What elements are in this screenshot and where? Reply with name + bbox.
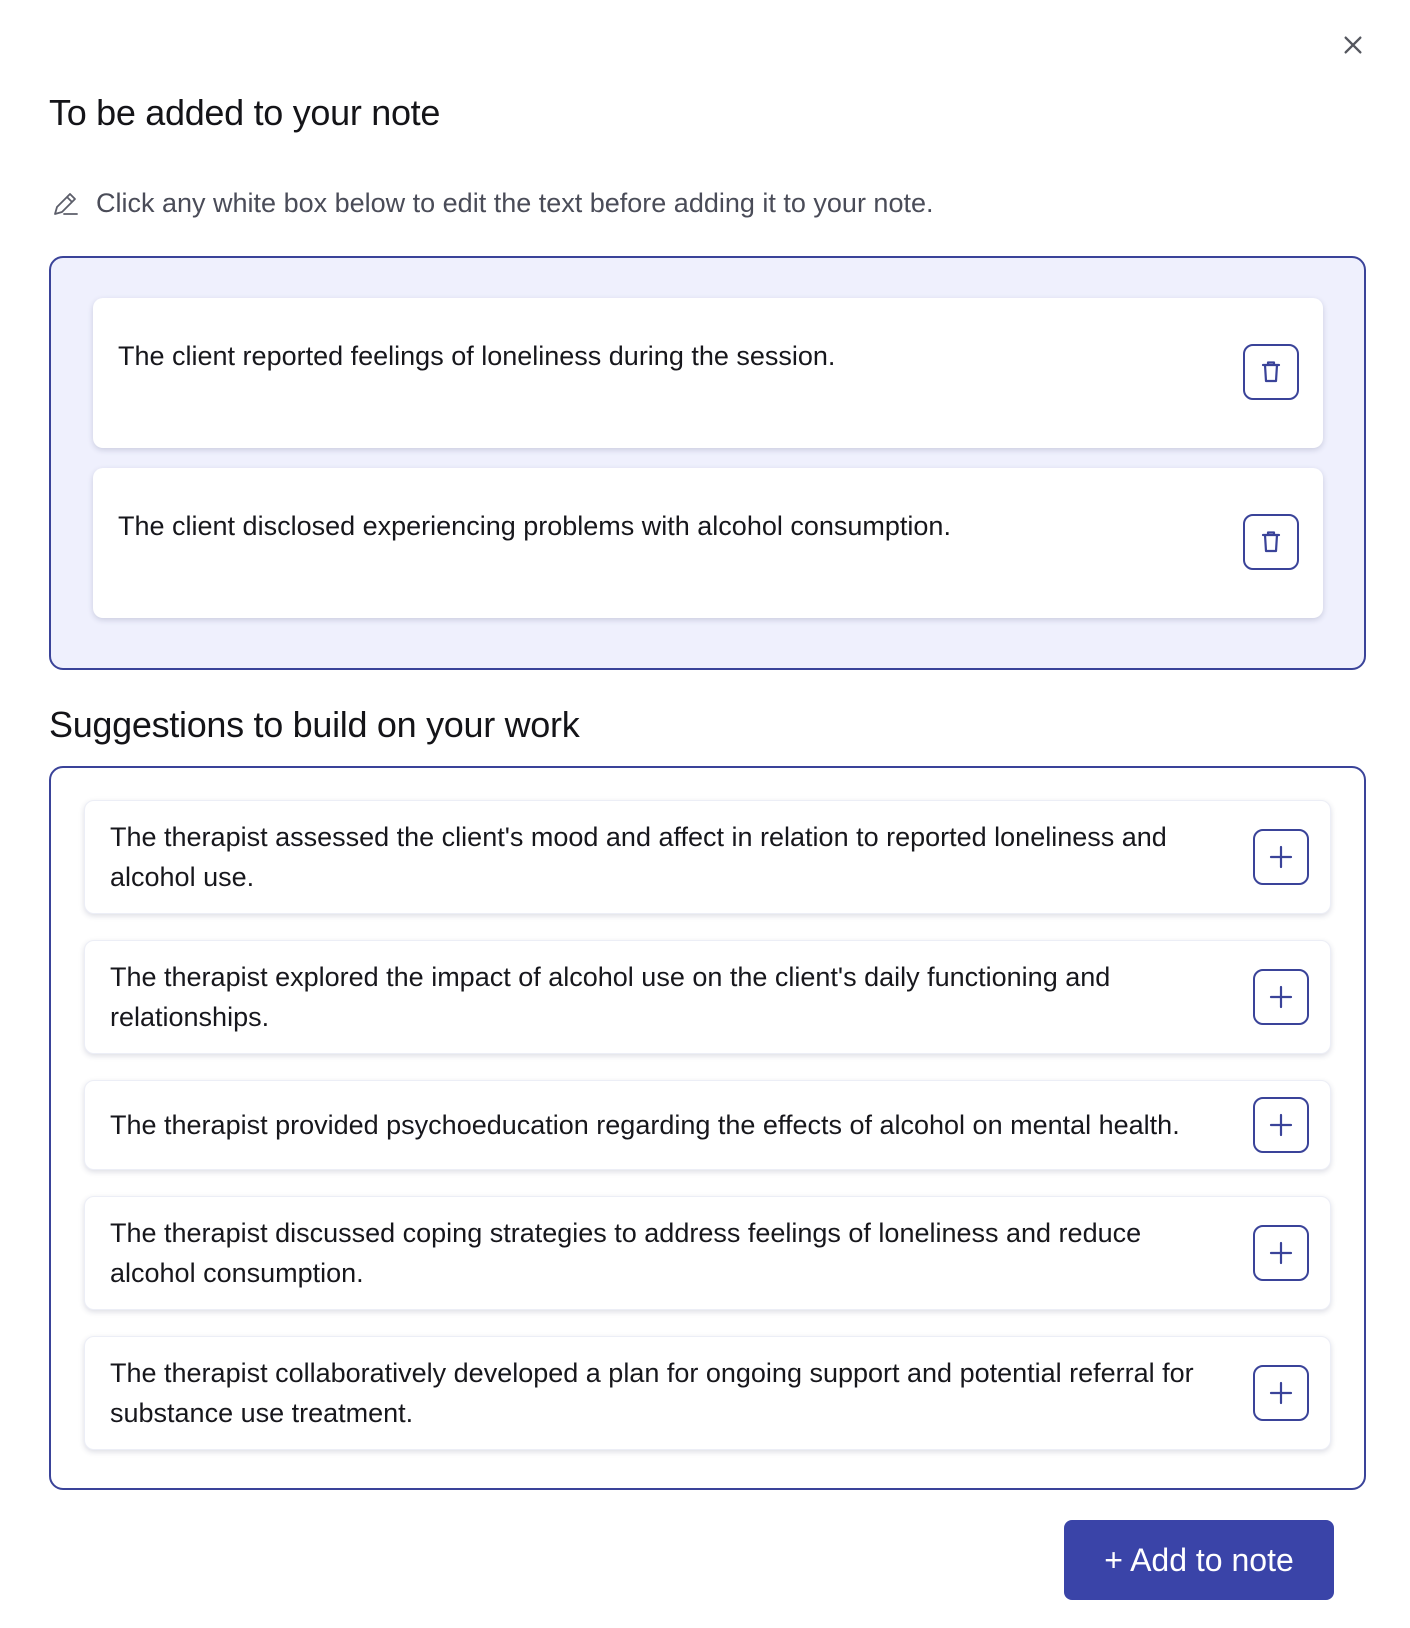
trash-icon (1257, 528, 1285, 556)
suggestion-item-text: The therapist explored the impact of alcohol use on the client's daily functioning and relationships. (110, 962, 1111, 1032)
trash-icon (1257, 358, 1285, 386)
add-to-note-button[interactable]: + Add to note (1064, 1520, 1334, 1600)
note-item-text[interactable]: The client disclosed experiencing problems with alcohol consumption. (118, 511, 951, 541)
edit-hint (50, 188, 934, 219)
note-item-text[interactable]: The client reported feelings of loneliness during the session. (118, 341, 836, 371)
suggestion-item[interactable] (84, 1196, 1331, 1310)
add-suggestion-button[interactable] (1253, 1097, 1309, 1153)
add-suggestion-button[interactable] (1253, 1365, 1309, 1421)
edit-hint-text: Click any white box below to edit the text before adding it to your note. (96, 188, 934, 218)
plus-icon (1268, 844, 1294, 870)
add-suggestion-button[interactable] (1253, 969, 1309, 1025)
note-item[interactable] (93, 468, 1323, 618)
add-suggestion-button[interactable] (1253, 829, 1309, 885)
suggestion-item-text: The therapist assessed the client's mood and affect in relation to reported loneliness and alcohol use. (110, 822, 1167, 892)
add-suggestion-button[interactable] (1253, 1225, 1309, 1281)
note-item[interactable] (93, 298, 1323, 448)
suggestion-item-text: The therapist provided psychoeducation regarding the effects of alcohol on mental health. (110, 1110, 1180, 1140)
plus-icon (1268, 1380, 1294, 1406)
suggestion-item[interactable] (84, 940, 1331, 1054)
suggestion-item-text: The therapist discussed coping strategies to address feelings of loneliness and reduce alcohol consumption. (110, 1218, 1142, 1288)
delete-note-item-button[interactable] (1243, 514, 1299, 570)
suggestions-section-title: Suggestions to build on your work (49, 704, 580, 745)
delete-note-item-button[interactable] (1243, 344, 1299, 400)
close-button[interactable] (1336, 28, 1370, 62)
plus-icon (1268, 1112, 1294, 1138)
suggestion-item[interactable] (84, 1336, 1331, 1450)
pencil-icon (50, 189, 80, 219)
note-items-container (49, 256, 1366, 670)
close-icon (1342, 34, 1364, 56)
suggestion-item-text: The therapist collaboratively developed a plan for ongoing support and potential referral for substance use treatment. (110, 1358, 1194, 1428)
suggestion-item[interactable] (84, 1080, 1331, 1170)
note-section-title: To be added to your note (49, 92, 441, 133)
suggestions-container (49, 766, 1366, 1490)
plus-icon (1268, 1240, 1294, 1266)
suggestion-item[interactable] (84, 800, 1331, 914)
plus-icon (1268, 984, 1294, 1010)
